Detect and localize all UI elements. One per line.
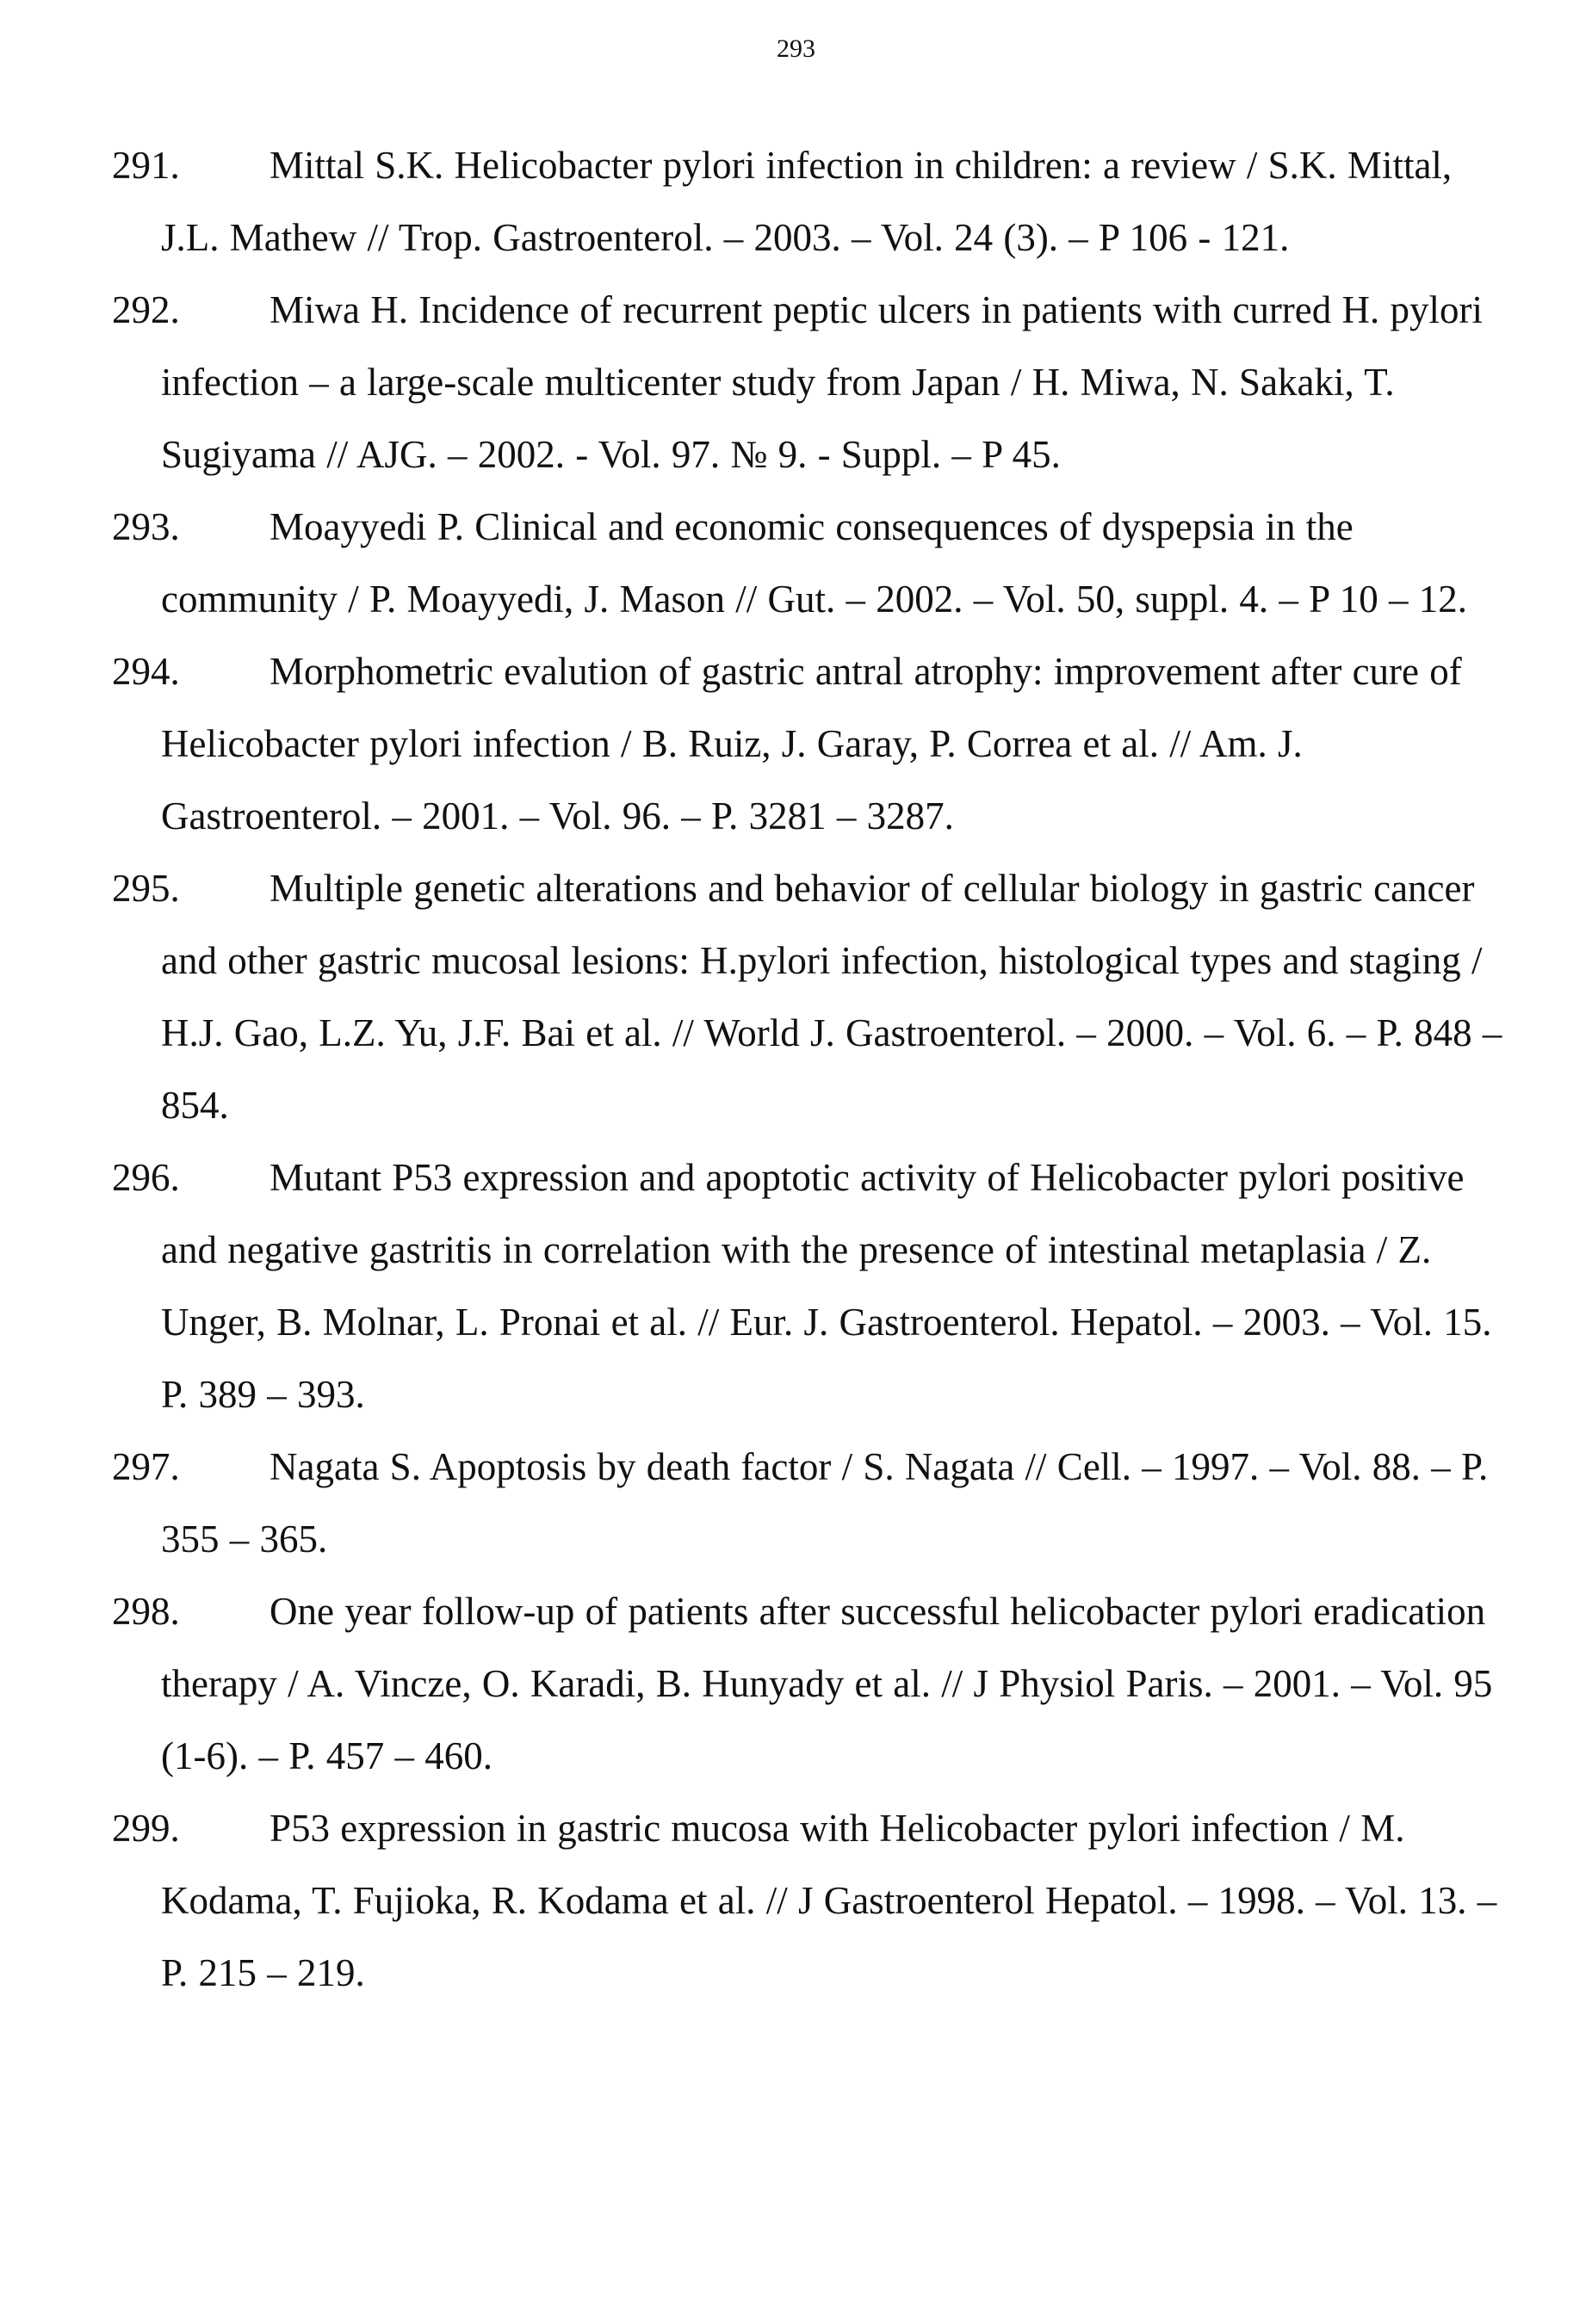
reference-item <box>112 852 1507 1141</box>
reference-item <box>112 491 1507 635</box>
reference-list <box>112 129 1507 2009</box>
reference-item <box>112 274 1507 491</box>
reference-number: 294. <box>112 650 180 693</box>
reference-item <box>112 1141 1507 1431</box>
reference-item <box>112 1431 1507 1575</box>
reference-text: Mittal S.K. Helicobacter pylori infection in children: a review / S.K. Mittal, J.L. Mathew // Trop. Gastroenterol. – 2003. – Vol. 24 (3). – P 106 - 121. <box>161 144 1453 259</box>
reference-text: Miwa H. Incidence of recurrent peptic ulcers in patients with curred H. pylori infection – a large-scale multicenter study from Japan / H. Miwa, N. Sakaki, T. Sugiyama // AJG. – 2002. - Vol. 97. № 9. - Suppl. – P 45. <box>161 288 1483 476</box>
reference-text: P53 expression in gastric mucosa with Helicobacter pylori infection / M. Kodama, T. Fujioka, R. Kodama et al. // J Gastroenterol Hepatol. – 1998. – Vol. 13. – P. 215 – 219. <box>161 1807 1497 1994</box>
reference-item <box>112 635 1507 852</box>
reference-number: 299. <box>112 1807 180 1850</box>
reference-text: Multiple genetic alterations and behavior of cellular biology in gastric cancer and other gastric mucosal lesions: H.pylori infection, histological types and staging / H.J. Gao, L.Z. Yu, J.F. Bai et al. // World J. Gastroenterol. – 2000. – Vol. 6. – P. 848 – 854. <box>161 867 1502 1127</box>
reference-text: Moayyedi P. Clinical and economic consequences of dyspepsia in the community / P. Moayyedi, J. Mason // Gut. – 2002. – Vol. 50, suppl. 4. – P 10 – 12. <box>161 505 1468 621</box>
reference-text: One year follow-up of patients after successful helicobacter pylori eradication therapy / A. Vincze, O. Karadi, B. Hunyady et al. // J Physiol Paris. – 2001. – Vol. 95 (1-6). – P. 457 – 460. <box>161 1590 1493 1777</box>
reference-text: Mutant P53 expression and apoptotic activity of Helicobacter pylori positive and negative gastritis in correlation with the presence of intestinal metaplasia / Z. Unger, B. Molnar, L. Pronai et al. // Eur. J. Gastroenterol. Hepatol. – 2003. – Vol. 15. P. 389 – 393. <box>161 1156 1492 1416</box>
reference-number: 298. <box>112 1590 180 1633</box>
reference-number: 297. <box>112 1445 180 1488</box>
reference-item <box>112 1575 1507 1792</box>
reference-number: 295. <box>112 867 180 910</box>
reference-item <box>112 1792 1507 2009</box>
reference-number: 292. <box>112 288 180 331</box>
reference-number: 291. <box>112 144 180 187</box>
reference-item <box>112 129 1507 274</box>
reference-number: 293. <box>112 505 180 548</box>
page-number: 293 <box>777 34 815 63</box>
reference-number: 296. <box>112 1156 180 1199</box>
reference-text: Morphometric evalution of gastric antral atrophy: improvement after cure of Helicobacter pylori infection / B. Ruiz, J. Garay, P. Correa et al. // Am. J. Gastroenterol. – 2001. – Vol. 96. – P. 3281 – 3287. <box>161 650 1462 838</box>
reference-text: Nagata S. Apoptosis by death factor / S. Nagata // Cell. – 1997. – Vol. 88. – P. 355 – 365. <box>161 1445 1489 1561</box>
